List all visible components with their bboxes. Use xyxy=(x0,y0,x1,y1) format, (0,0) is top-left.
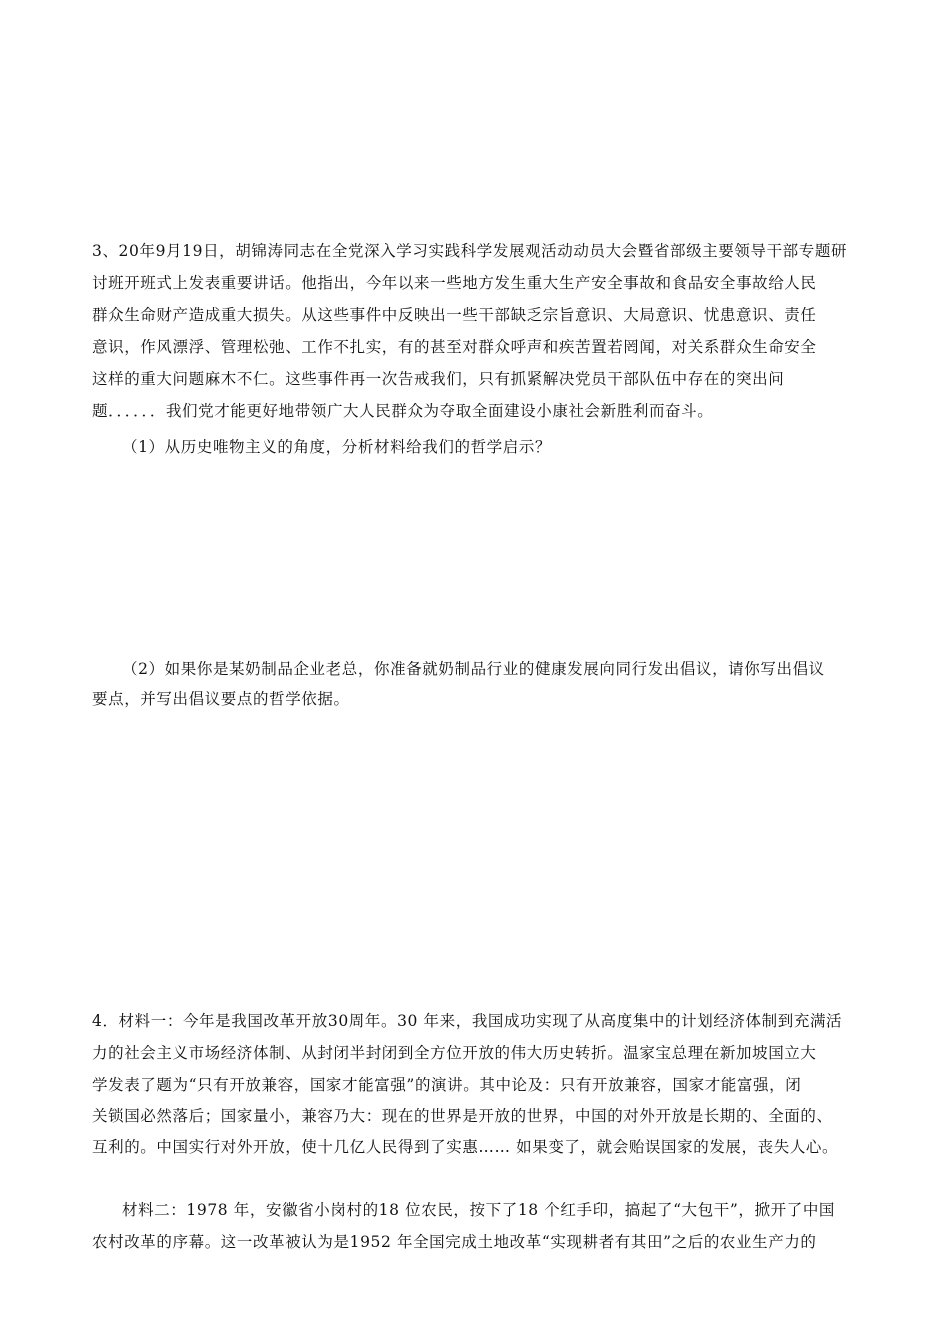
q4-material2-line-1: 材料二：1978 年，安徽省小岗村的18 位农民，按下了18 个红手印，搞起了“大包干”，掀开了中国 xyxy=(122,1201,836,1219)
q4-material1-line-4: 关锁国必然落后；国家量小，兼容乃大：现在的世界是开放的世界，中国的对外开放是长期的、全面的、 xyxy=(92,1107,833,1125)
q3-line-5: 这样的重大问题麻木不仁。这些事件再一次告戒我们，只有抓紧解决党员干部队伍中存在的突出问 xyxy=(92,370,785,388)
q3-line-3: 群众生命财产造成重大损失。从这些事件中反映出一些干部缺乏宗旨意识、大局意识、忧患意识、责任 xyxy=(92,306,817,324)
q3-subquestion-2-line-1: （2）如果你是某奶制品企业老总，你准备就奶制品行业的健康发展向同行发出倡议，请你写出倡议 xyxy=(122,660,825,678)
q3-subquestion-1: （1）从历史唯物主义的角度，分析材料给我们的哲学启示？ xyxy=(122,438,552,456)
q3-line-1: 3、20年9月19日，胡锦涛同志在全党深入学习实践科学发展观活动动员大会暨省部级主要领导干部专题研 xyxy=(92,242,848,260)
q3-line-6: 题．．．．．．我们党才能更好地带领广大人民群众为夺取全面建设小康社会新胜利而奋斗。 xyxy=(92,402,714,420)
q4-material1-line-3: 学发表了题为“只有开放兼容，国家才能富强”的演讲。其中论及：只有开放兼容，国家才能富强，闭 xyxy=(92,1076,802,1094)
q4-material1-line-5: 互利的。中国实行对外开放，使十几亿人民得到了实惠…… 如果变了，就会贻误国家的发展，丧失人心。 xyxy=(92,1138,839,1156)
q3-line-2: 讨班开班式上发表重要讲话。他指出，今年以来一些地方发生重大生产安全事故和食品安全事故给人民 xyxy=(92,274,817,292)
q4-material1-line-1: 4．材料一：今年是我国改革开放30周年。30 年来，我国成功实现了从高度集中的计划经济体制到充满活 xyxy=(92,1012,843,1030)
q4-material2-line-2: 农村改革的序幕。这一改革被认为是1952 年全国完成土地改革“实现耕者有其田”之后的农业生产力的 xyxy=(92,1233,817,1251)
q3-subquestion-2-line-2: 要点，并写出倡议要点的哲学依据。 xyxy=(92,690,350,708)
q4-material1-line-2: 力的社会主义市场经济体制、从封闭半封闭到全方位开放的伟大历史转折。温家宝总理在新加坡国立大 xyxy=(92,1044,817,1062)
q3-line-4: 意识，作风漂浮、管理松弛、工作不扎实，有的甚至对群众呼声和疾苦置若罔闻，对关系群众生命安全 xyxy=(92,338,817,356)
